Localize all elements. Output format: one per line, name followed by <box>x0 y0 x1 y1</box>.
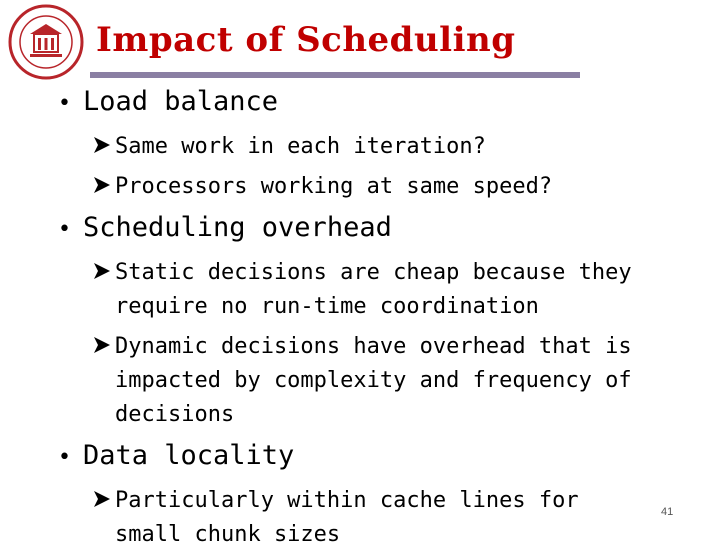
bullet-data-locality <box>58 440 294 471</box>
sub-bullet <box>92 256 715 324</box>
university-seal-icon <box>8 4 84 80</box>
sub-bullet-text: Particularly within cache lines for small chunk sizes <box>115 488 579 547</box>
bullet-dot-icon: • <box>58 91 71 116</box>
arrow-bullet-icon <box>92 261 112 281</box>
sub-bullet <box>92 130 715 164</box>
arrow-bullet-icon <box>92 175 112 195</box>
bullet-text: Data locality <box>82 440 295 471</box>
bullet-text: Scheduling overhead <box>82 212 392 243</box>
bullet-dot-icon: • <box>58 217 71 242</box>
arrow-bullet-icon <box>92 135 112 155</box>
sub-bullet-text: Processors working at same speed? <box>115 174 553 199</box>
slide-title: Impact of Scheduling <box>96 20 516 60</box>
sub-bullet-text: Static decisions are cheap because they require no run-time coordination <box>115 260 632 319</box>
sub-bullet <box>92 170 715 204</box>
bullet-scheduling-overhead <box>58 212 392 243</box>
arrow-bullet-icon <box>92 335 112 355</box>
bullet-text: Load balance <box>82 86 279 117</box>
bullet-load-balance <box>58 86 278 117</box>
sub-bullet-text: Dynamic decisions have overhead that is impacted by complexity and frequency of decisions <box>115 334 632 427</box>
arrow-bullet-icon <box>92 489 112 509</box>
sub-bullet-text: Same work in each iteration? <box>115 134 486 159</box>
page-number: 41 <box>661 506 674 518</box>
title-divider <box>90 72 580 78</box>
bullet-dot-icon: • <box>58 445 71 470</box>
sub-bullet <box>92 484 615 552</box>
sub-bullet <box>92 330 715 432</box>
